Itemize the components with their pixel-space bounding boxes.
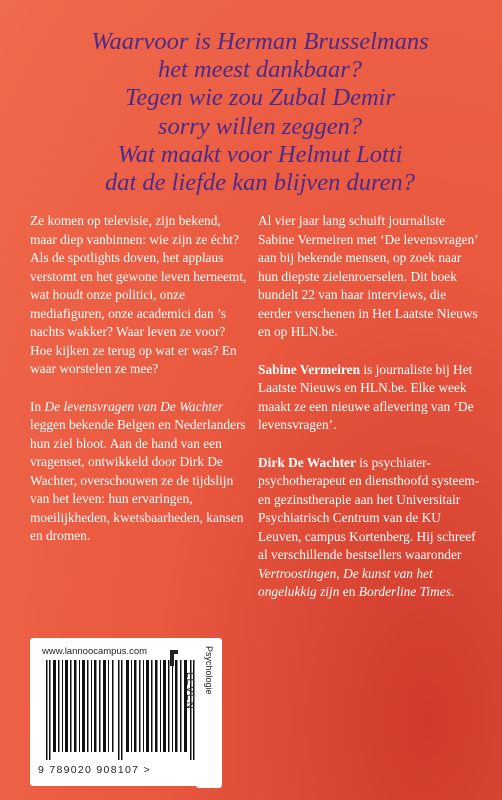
- prefix-text: In: [30, 398, 45, 414]
- back-cover-questions: [40, 28, 480, 197]
- isbn-number: 9 789020 908107 >: [38, 764, 151, 776]
- intro-paragraph: Ze komen op televisie, zijn bekend, maar diep vanbinnen: wie zijn ze écht? Als de spotlights doven, het applaus verstomt en het gewone leven herneemt, wat houdt onze politici, onze mediafiguren, onze academici dan ’s nachts wakker? Waar leven ze voor? Hoe kijken ze terug op wat er was? En waar worstelen ze mee?: [30, 213, 247, 376]
- end-text: .: [450, 584, 455, 599]
- author-name: Sabine Vermeiren: [258, 361, 361, 377]
- publisher-url: www.lannoocampus.com: [42, 646, 148, 657]
- question-line: Waarvoor is Herman Brusselmans: [91, 28, 429, 55]
- author-bio-text: is psychiater-psychotherapeut en diensthoofd systeem- en gezinstherapie aan het Universitair Psychiatrisch Centrum van de KU Leuven, campus Kortenberg. Hij schreef al verschillende bestsellers waaronder: [258, 454, 480, 562]
- book-title: Vertroostingen: [258, 565, 337, 581]
- book-title: Borderline Times: [358, 584, 451, 599]
- description-text: leggen bekende Belgen en Nederlanders hun ziel bloot. Aan de hand van een vragenset, ontwikkeld door Dirk De Wachter, overschouwen ze de tijdslijn van het leven: hun ervaringen, moeilijkheden, kwetsbaarheden, kansen en dromen.: [30, 417, 246, 543]
- author-bio-vermeiren: [258, 361, 480, 435]
- separator-text: en: [339, 584, 359, 599]
- book-title: De kunst van het ongelukkig zijn: [258, 565, 433, 599]
- author-name: Dirk De Wachter: [258, 454, 356, 470]
- left-column: [30, 212, 250, 565]
- category-label: LEVEN: [184, 672, 195, 710]
- barcode-image: [42, 660, 202, 760]
- author-bio-dewachter: [258, 454, 480, 602]
- publisher-logo-icon: [164, 648, 184, 668]
- separator-text: ,: [336, 565, 344, 581]
- question-line: Wat maakt voor Helmut Lotti: [117, 140, 403, 168]
- journalist-intro-paragraph: Al vier jaar lang schuift journaliste Sabine Vermeiren met ‘De levensvragen’ aan bij bekende mensen, op zoek naar hun diepste zielenroerselen. Dit boek bundelt 22 van haar interviews, die eerder verschenen in Het Laatste Nieuws en op HLN.be.: [258, 213, 478, 339]
- barcode-panel: [30, 638, 220, 786]
- question-line: sorry willen zeggen?: [157, 112, 363, 140]
- genre-label: Psychologie: [204, 646, 214, 695]
- question-line: dat de liefde kan blijven duren?: [104, 169, 416, 197]
- question-line: Tegen wie zou Zubal Demir: [125, 84, 395, 112]
- book-title: De levensvragen van De Wachter: [44, 398, 224, 414]
- author-bio-text: is journaliste bij Het Laatste Nieuws en HLN.be. Elke week maakt ze een nieuwe aflevering van ‘De levensvragen’.: [258, 361, 474, 432]
- right-column: [258, 212, 480, 621]
- question-line: het meest dankbaar?: [157, 56, 363, 84]
- book-description-paragraph: [30, 398, 250, 546]
